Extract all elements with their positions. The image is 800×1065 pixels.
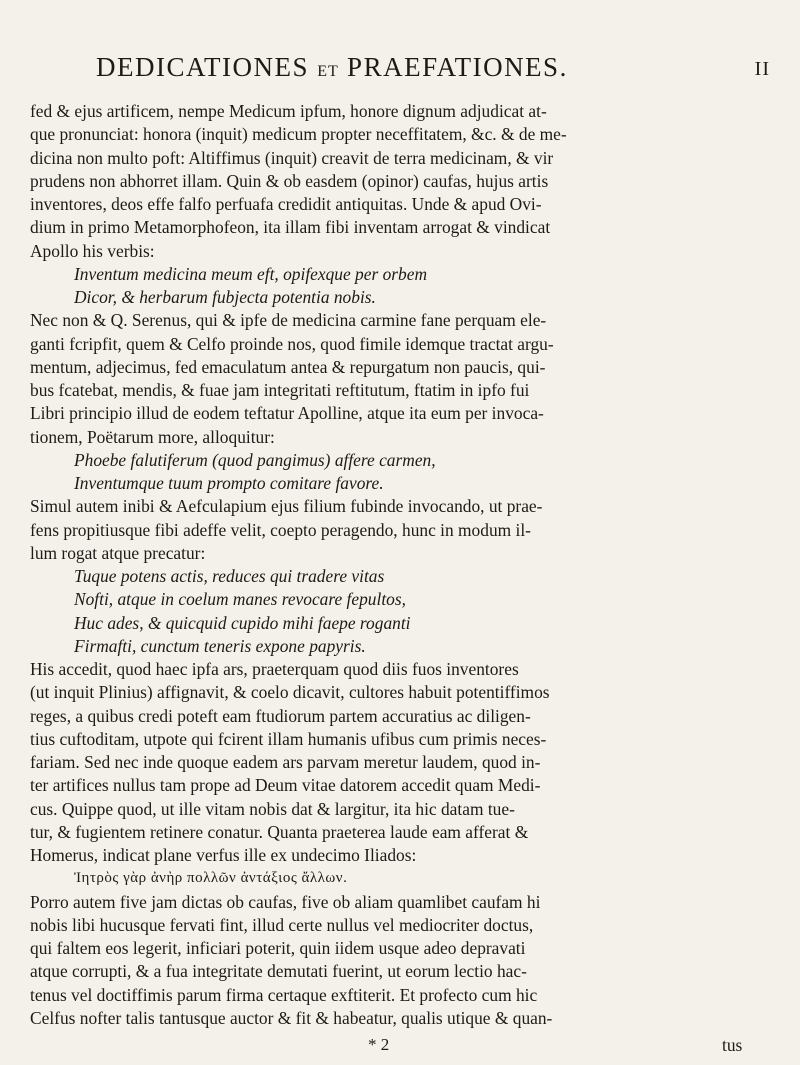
text-line: Celfus nofter talis tantusque auctor & fit & habeatur, qualis utique & quan- xyxy=(30,1007,553,1028)
verse-line: Tuque potens actis, reduces qui tradere vitas xyxy=(74,566,385,586)
running-head-praefationes: PRAEFATIONES. xyxy=(347,52,568,82)
paragraph-3 xyxy=(30,495,770,565)
text-line: (ut inquit Plinius) affignavit, & coelo dicavit, cultores habuit potentiffimos xyxy=(30,682,550,703)
signature-mark: * 2 xyxy=(368,1035,390,1054)
text-line: bus fcatebat, mendis, & fuae jam integritati reftitutum, ftatim in ipfo fui xyxy=(30,380,530,400)
verse-line: Inventumque tuum prompto comitare favore. xyxy=(74,473,384,493)
text-line: nobis libi hucusque fervati fint, illud certe nullus vel mediocriter doctus, xyxy=(30,914,534,935)
verse-line: Huc ades, & quicquid cupido mihi faepe roganti xyxy=(74,612,411,633)
text-line: tur, & fugientem retinere conatur. Quanta praeterea laude eam afferat & xyxy=(30,821,529,842)
text-line: fens propitiusque fibi adeffe velit, coepto peragendo, hunc in modum il- xyxy=(30,519,531,540)
text-line: que pronunciat: honora (inquit) medicum propter neceffitatem, &c. & de me- xyxy=(30,124,567,145)
text-line: His accedit, quod haec ipfa ars, praeterquam quod diis fuos inventores xyxy=(30,659,519,679)
paragraph-1 xyxy=(30,100,770,263)
text-line: fed & ejus artificem, nempe Medicum ipfum, honore dignum adjudicat at- xyxy=(30,101,547,121)
text-line: prudens non abhorret illam. Quin & ob easdem (opinor) caufas, hujus artis xyxy=(30,170,549,191)
verse-line: Dicor, & herbarum fubjecta potentia nobis. xyxy=(74,287,376,307)
text-line: fariam. Sed nec inde quoque eadem ars parvam meretur laudem, quod in- xyxy=(30,752,541,772)
text-line: Apollo his verbis: xyxy=(30,240,155,261)
verse-serenus-phoebe xyxy=(30,449,770,496)
text-line: reges, a quibus credi poteft eam ftudiorum partem accuratius ac diligen- xyxy=(30,705,531,726)
verse-serenus-aesculapius xyxy=(30,565,770,658)
running-head-et: ET xyxy=(317,63,339,80)
text-line: ganti fcripfit, quem & Celfo proinde nos, quod fimile idemque tractat argu- xyxy=(30,333,554,354)
text-line: lum rogat atque precatur: xyxy=(30,542,206,563)
page-body xyxy=(30,100,770,1030)
text-line: Libri principio illud de eodem teftatur Apolline, atque ita eum per invoca- xyxy=(30,403,544,424)
verse-line: Phoebe falutiferum (quod pangimus) affere carmen, xyxy=(74,449,436,470)
text-line: dium in primo Metamorphofeon, ita illam fibi inventam arrogat & vindicat xyxy=(30,217,551,238)
page-header xyxy=(96,52,776,92)
verse-line: Inventum medicina meum eft, opifexque per orbem xyxy=(74,263,428,284)
text-line: tenus vel doctiffimis parum firma certaque exftiterit. Et profecto cum hic xyxy=(30,984,538,1005)
text-line: tionem, Poëtarum more, alloquitur: xyxy=(30,426,275,447)
verse-line: Nofti, atque in coelum manes revocare fepultos, xyxy=(74,589,406,610)
catchword: tus xyxy=(722,1035,743,1055)
page-footer xyxy=(0,1035,800,1061)
text-line: qui faltem eos legerit, inficiari poterit, quin iidem usque adeo depravati xyxy=(30,938,526,958)
text-line: Porro autem five jam dictas ob caufas, five ob aliam quamlibet caufam hi xyxy=(30,891,541,912)
greek-line: Ἰητρὸς γὰρ ἀνὴρ πολλῶν ἀντάξιος ἄλλων. xyxy=(74,870,348,887)
running-head xyxy=(96,52,568,83)
text-line: atque corrupti, & a fua integritate demutati fuerint, ut eorum lectio hac- xyxy=(30,961,527,982)
text-line: ter artifices nullus tam prope ad Deum vitae datorem accedit quam Medi- xyxy=(30,775,541,796)
greek-quotation xyxy=(30,867,770,890)
text-line: Nec non & Q. Serenus, qui & ipfe de medicina carmine fane perquam ele- xyxy=(30,310,547,331)
paragraph-5 xyxy=(30,891,770,1031)
text-line: cus. Quippe quod, ut ille vitam nobis dat & largitur, ita hic datam tue- xyxy=(30,798,515,819)
text-line: dicina non multo poft: Altiffimus (inquit) creavit de terra medicinam, & vir xyxy=(30,147,554,168)
verse-line: Firmafti, cunctum teneris expone papyris. xyxy=(74,635,366,656)
text-line: Homerus, indicat plane verfus ille ex undecimo Iliados: xyxy=(30,845,417,865)
text-line: mentum, adjecimus, fed emaculatum antea & repurgatum non paucis, qui- xyxy=(30,356,546,377)
text-line: inventores, deos effe falfo perfuafa credidit antiquitas. Unde & apud Ovi- xyxy=(30,194,542,214)
text-line: tius cuftoditam, utpote qui fcirent illam humanis ufibus cum primis neces- xyxy=(30,728,547,749)
paragraph-2 xyxy=(30,309,770,449)
paragraph-4 xyxy=(30,658,770,867)
verse-ovid xyxy=(30,263,770,310)
page-number: II xyxy=(754,58,770,80)
text-line: Simul autem inibi & Aefculapium ejus filium fubinde invocando, ut prae- xyxy=(30,496,543,517)
running-head-dedicationes: DEDICATIONES xyxy=(96,52,309,82)
